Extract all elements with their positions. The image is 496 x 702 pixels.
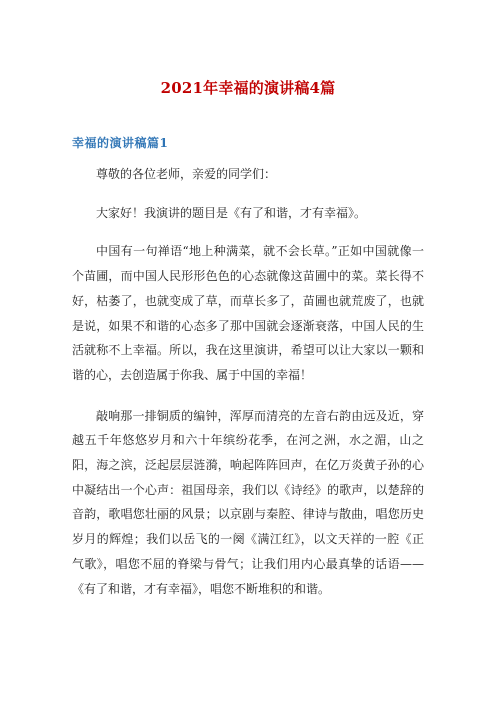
paragraph-body-2: 敲响那一排铜质的编钟，浑厚而清亮的左音右韵由远及近，穿越五千年悠悠岁月和六十年缤纷花季，在河之洲，水之湄，山之阳，海之滨，泛起层层涟漪，响起阵阵回声，在亿万炎黄子孙的心中凝结出一个心声：祖国母亲，我们以《诗经》的歌声，以楚辞的音韵，歌唱您壮丽的风景；以京剧与秦腔、律诗与散曲，唱您历史岁月的辉煌；我们以岳飞的一阕《满江红》，以文天祥的一腔《正气歌》，唱您不屈的脊梁与骨气；让我们用内心最真挚的话语——《有了和谐，才有幸福》，唱您不断堆积的和谐。: [72, 408, 424, 596]
document-body: [72, 162, 424, 617]
paragraph-greeting: 尊敬的各位老师，亲爱的同学们：: [96, 167, 277, 181]
document-title: 2021年幸福的演讲稿4篇: [160, 79, 336, 97]
paragraph-body-1: 中国有一句禅语“地上种满菜，就不会长草。”正如中国就像一个苗圃，而中国人民形形色色的心态就像这苗圃中的菜。菜长得不好，枯萎了，也就变成了草，而草长多了，苗圃也就荒废了，也就是说，如果不和谐的心态多了那中国就会逐渐衰落，中国人民的生活就称不上幸福。所以，我在这里演讲，希望可以让大家以一颗和谐的心，去创造属于你我、属于中国的幸福！: [72, 244, 424, 382]
section-heading: 幸福的演讲稿篇1: [72, 136, 169, 150]
paragraph-intro: 大家好！我演讲的题目是《有了和谐，才有幸福》。: [96, 205, 367, 220]
